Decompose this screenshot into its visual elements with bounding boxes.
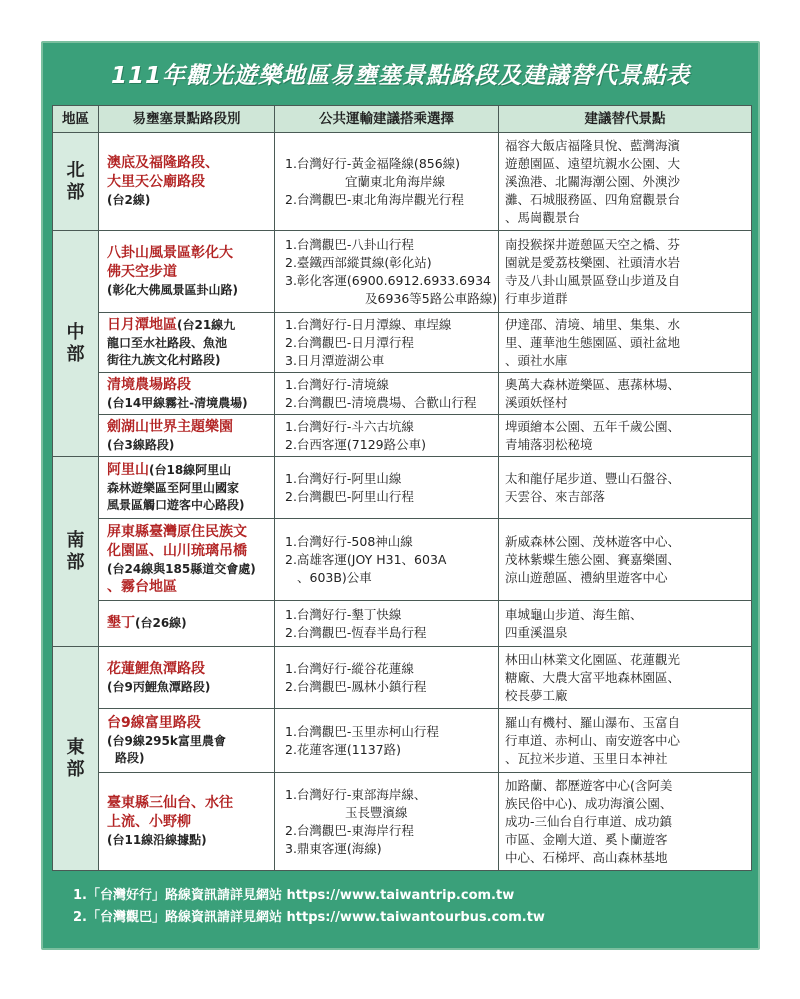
route-name: 大里天公廟路段 (107, 174, 205, 190)
route-cell (99, 231, 275, 313)
region-label: 中部 (66, 321, 85, 365)
alt-line: 加路蘭、都歷遊客中心(含阿美 (505, 777, 673, 793)
table-row (53, 313, 752, 373)
alt-line: 四重溪溫泉 (505, 624, 568, 640)
route-cell (99, 773, 275, 871)
transport-item: 、603B)公車 (297, 569, 372, 585)
alternatives-cell (499, 373, 752, 415)
route-name: 、霧台地區 (107, 578, 177, 595)
table-row (53, 373, 752, 415)
table-row (53, 601, 752, 647)
route-sub: (台3線路段) (107, 437, 175, 452)
alt-line: 青埔落羽松秘境 (505, 436, 593, 452)
alternatives-cell (499, 231, 752, 313)
transport-item: 2.台西客運(7129路公車) (285, 436, 426, 452)
transport-item: 1.台灣好行-縱谷花蓮線 (285, 660, 414, 676)
route-name: 八卦山風景區彰化大 (107, 245, 233, 261)
transport-cell (275, 601, 499, 647)
route-name: 日月潭地區 (107, 317, 177, 333)
route-name: 墾丁 (107, 615, 135, 631)
alt-line: 中心、石梯坪、高山森林基地 (505, 849, 668, 865)
footnote-taiwantrip: 1.「台灣好行」路線資訊請詳見網站 https://www.taiwantrip.com.tw (73, 888, 515, 903)
alt-line: 寺及八卦山風景區登山步道及自 (505, 272, 681, 288)
route-name: 阿里山 (107, 462, 149, 478)
route-sub: (台11線沿線據點) (107, 833, 207, 847)
alternatives-cell (499, 709, 752, 773)
transport-item: 3.彰化客運(6900.6912.6933.6934 (285, 272, 491, 288)
alt-line: 校長夢工廠 (505, 687, 568, 703)
route-sub: (台14甲線霧社-清境農場) (107, 395, 248, 410)
transport-item: 1.台灣觀巴-玉里赤柯山行程 (285, 723, 439, 739)
transport-cell (275, 415, 499, 457)
region-east (53, 647, 99, 871)
route-sub: (台24線與185縣道交會處) (107, 561, 256, 576)
route-cell (99, 519, 275, 601)
alt-line: 南投猴探井遊憩區天空之橋、芬 (505, 236, 681, 252)
alt-line: 羅山有機村、羅山瀑布、玉富自 (505, 714, 681, 730)
transport-item: 2.高雄客運(JOY H31、603A (285, 551, 447, 567)
table-row (53, 133, 752, 231)
header-alternatives: 建議替代景點 (499, 106, 752, 133)
route-sub: (台18線阿里山 (149, 463, 232, 477)
route-name: 上流、小野柳 (107, 814, 191, 830)
route-cell (99, 415, 275, 457)
route-cell (99, 647, 275, 709)
alternatives-cell (499, 457, 752, 519)
transport-cell (275, 133, 499, 231)
transport-cell (275, 709, 499, 773)
alternatives-cell (499, 773, 752, 871)
route-name: 屏東縣臺灣原住民族文 (107, 523, 247, 540)
alt-line: 溪頭妖怪村 (505, 394, 568, 410)
alt-line: 、馬崗觀景台 (505, 209, 581, 225)
transport-item: 1.台灣好行-斗六古坑線 (285, 418, 414, 434)
alt-line: 灘、石城服務區、四角窟觀景台 (505, 191, 681, 207)
route-sub: 龍口至水社路段、魚池 (107, 336, 228, 350)
route-sub: 路段) (115, 751, 145, 765)
alt-line: 遊憩園區、遠望坑親水公園、大 (505, 155, 681, 171)
alt-line: 奧萬大森林遊樂區、惠蓀林場、 (505, 376, 681, 392)
transport-item: 1.台灣好行-阿里山線 (285, 470, 402, 486)
region-label: 北部 (66, 159, 85, 203)
transport-cell (275, 313, 499, 373)
transport-item: 1.台灣觀巴-八卦山行程 (285, 236, 414, 252)
alternatives-cell (499, 647, 752, 709)
route-name: 台9線富里路段 (107, 715, 201, 731)
route-sub: (台9丙鯉魚潭路段) (107, 679, 211, 694)
header-region: 地區 (53, 106, 99, 133)
route-name: 佛天空步道 (107, 264, 177, 280)
transport-item: 1.台灣好行-東部海岸線、 (285, 786, 427, 802)
route-cell (99, 133, 275, 231)
transport-cell (275, 457, 499, 519)
table-row (53, 415, 752, 457)
alt-line: 、瓦拉米步道、玉里日本神社 (505, 750, 668, 766)
alt-line: 成功-三仙台自行車道、成功鎮 (505, 813, 673, 829)
region-label: 南部 (66, 529, 85, 573)
transport-item: 宜蘭東北角海岸線 (345, 173, 446, 189)
region-central (53, 231, 99, 457)
alt-line: 里、蓮華池生態園區、頭社盆地 (505, 334, 681, 350)
transport-item: 及6936等5路公車路線) (365, 290, 498, 306)
region-label: 東部 (66, 736, 85, 780)
transport-item: 2.台灣觀巴-東海岸行程 (285, 822, 414, 838)
alt-line: 行車道、赤柯山、南安遊客中心 (505, 732, 681, 748)
transport-item: 1.台灣好行-清境線 (285, 376, 389, 392)
header-row (53, 106, 752, 133)
transport-item: 3.鼎東客運(海線) (285, 840, 382, 856)
route-cell (99, 313, 275, 373)
alt-line: 新威森林公園、茂林遊客中心、 (505, 533, 681, 549)
route-name: 清境農場路段 (107, 376, 191, 393)
congestion-table (52, 105, 752, 871)
alt-line: 天雲谷、來吉部落 (505, 488, 606, 504)
alt-line: 車城龜山步道、海生館、 (505, 606, 643, 622)
header-transport: 公共運輸建議搭乘選擇 (275, 106, 499, 133)
alternatives-cell (499, 415, 752, 457)
table-row (53, 647, 752, 709)
alt-line: 埤頭繪本公園、五年千歲公園、 (505, 418, 681, 434)
route-sub: (彰化大佛風景區卦山路) (107, 283, 238, 297)
transport-item: 玉長豐濱線 (345, 804, 408, 820)
transport-item: 1.台灣好行-日月潭線、車埕線 (285, 316, 452, 332)
route-cell (99, 373, 275, 415)
header-route: 易壅塞景點路段別 (99, 106, 275, 133)
transport-item: 1.台灣好行-黃金福隆線(856線) (285, 155, 461, 171)
alt-line: 林田山林業文化園區、花蓮觀光 (505, 651, 681, 667)
transport-cell (275, 773, 499, 871)
region-south (53, 457, 99, 647)
alt-line: 太和龍仔尾步道、豐山石盤谷、 (505, 470, 681, 486)
transport-item: 2.台灣觀巴-鳳林小鎮行程 (285, 678, 427, 694)
transport-item: 3.日月潭遊湖公車 (285, 352, 385, 368)
route-sub: 森林遊樂區至阿里山國家 (107, 481, 240, 495)
region-north (53, 133, 99, 231)
route-cell (99, 457, 275, 519)
transport-cell (275, 373, 499, 415)
transport-item: 2.臺鐵西部縱貫線(彰化站) (285, 254, 432, 270)
transport-item: 1.台灣好行-墾丁快線 (285, 606, 402, 622)
alt-line: 福容大飯店福隆貝悅、藍灣海濱 (505, 137, 681, 153)
alt-line: 族民俗中心)、成功海濱公園、 (505, 795, 673, 811)
route-name: 化園區、山川琉璃吊橋 (107, 542, 247, 559)
table-frame (41, 41, 760, 950)
route-name: 劍湖山世界主題樂園 (107, 418, 233, 435)
route-sub: 街往九族文化村路段) (107, 353, 221, 367)
transport-item: 2.台灣觀巴-恆春半島行程 (285, 624, 427, 640)
alternatives-cell (499, 313, 752, 373)
alternatives-cell (499, 519, 752, 601)
alternatives-cell (499, 601, 752, 647)
transport-cell (275, 231, 499, 313)
alt-line: 糖廠、大農大富平地森林園區、 (505, 669, 681, 685)
transport-item: 1.台灣好行-508神山線 (285, 533, 413, 549)
transport-item: 2.台灣觀巴-阿里山行程 (285, 488, 414, 504)
transport-item: 2.花蓮客運(1137路) (285, 741, 401, 757)
alt-line: 市區、金剛大道、奚卜蘭遊客 (505, 831, 668, 847)
route-name: 澳底及福隆路段、 (107, 155, 219, 171)
route-name: 臺東縣三仙台、水往 (107, 795, 233, 811)
table-row (53, 773, 752, 871)
transport-cell (275, 519, 499, 601)
route-sub: (台2線) (107, 193, 151, 207)
transport-item: 2.台灣觀巴-清境農場、合歡山行程 (285, 394, 477, 410)
table-row (53, 231, 752, 313)
footnote-taiwantourbus: 2.「台灣觀巴」路線資訊請詳見網站 https://www.taiwantourbus.com.tw (73, 910, 545, 925)
table-row (53, 709, 752, 773)
route-name: 花蓮鯉魚潭路段 (107, 660, 205, 677)
table-row (53, 457, 752, 519)
route-sub: (台21線九 (177, 318, 236, 332)
route-cell (99, 709, 275, 773)
alt-line: 茂林紫蝶生態公園、賽嘉樂園、 (505, 551, 681, 567)
route-cell (99, 601, 275, 647)
alt-line: 、頭社水庫 (505, 352, 568, 368)
footnotes (73, 885, 545, 929)
route-sub: (台26線) (135, 616, 187, 630)
alt-line: 伊達邵、清境、埔里、集集、水 (505, 316, 681, 332)
transport-item: 2.台灣觀巴-日月潭行程 (285, 334, 414, 350)
transport-cell (275, 647, 499, 709)
page-title: 111年觀光遊樂地區易壅塞景點路段及建議替代景點表 (110, 63, 690, 89)
route-sub: (台9線295k富里農會 (107, 734, 226, 748)
alt-line: 行車步道群 (505, 290, 568, 306)
table-row (53, 519, 752, 601)
alt-line: 涼山遊憩區、禮納里遊客中心 (505, 569, 668, 585)
alt-line: 溪漁港、北關海潮公園、外澳沙 (505, 173, 681, 189)
alternatives-cell (499, 133, 752, 231)
route-sub: 風景區觸口遊客中心路段) (107, 498, 245, 512)
transport-item: 2.台灣觀巴-東北角海岸觀光行程 (285, 191, 464, 207)
alt-line: 園就是愛荔枝樂園、社頭清水岩 (505, 254, 681, 270)
